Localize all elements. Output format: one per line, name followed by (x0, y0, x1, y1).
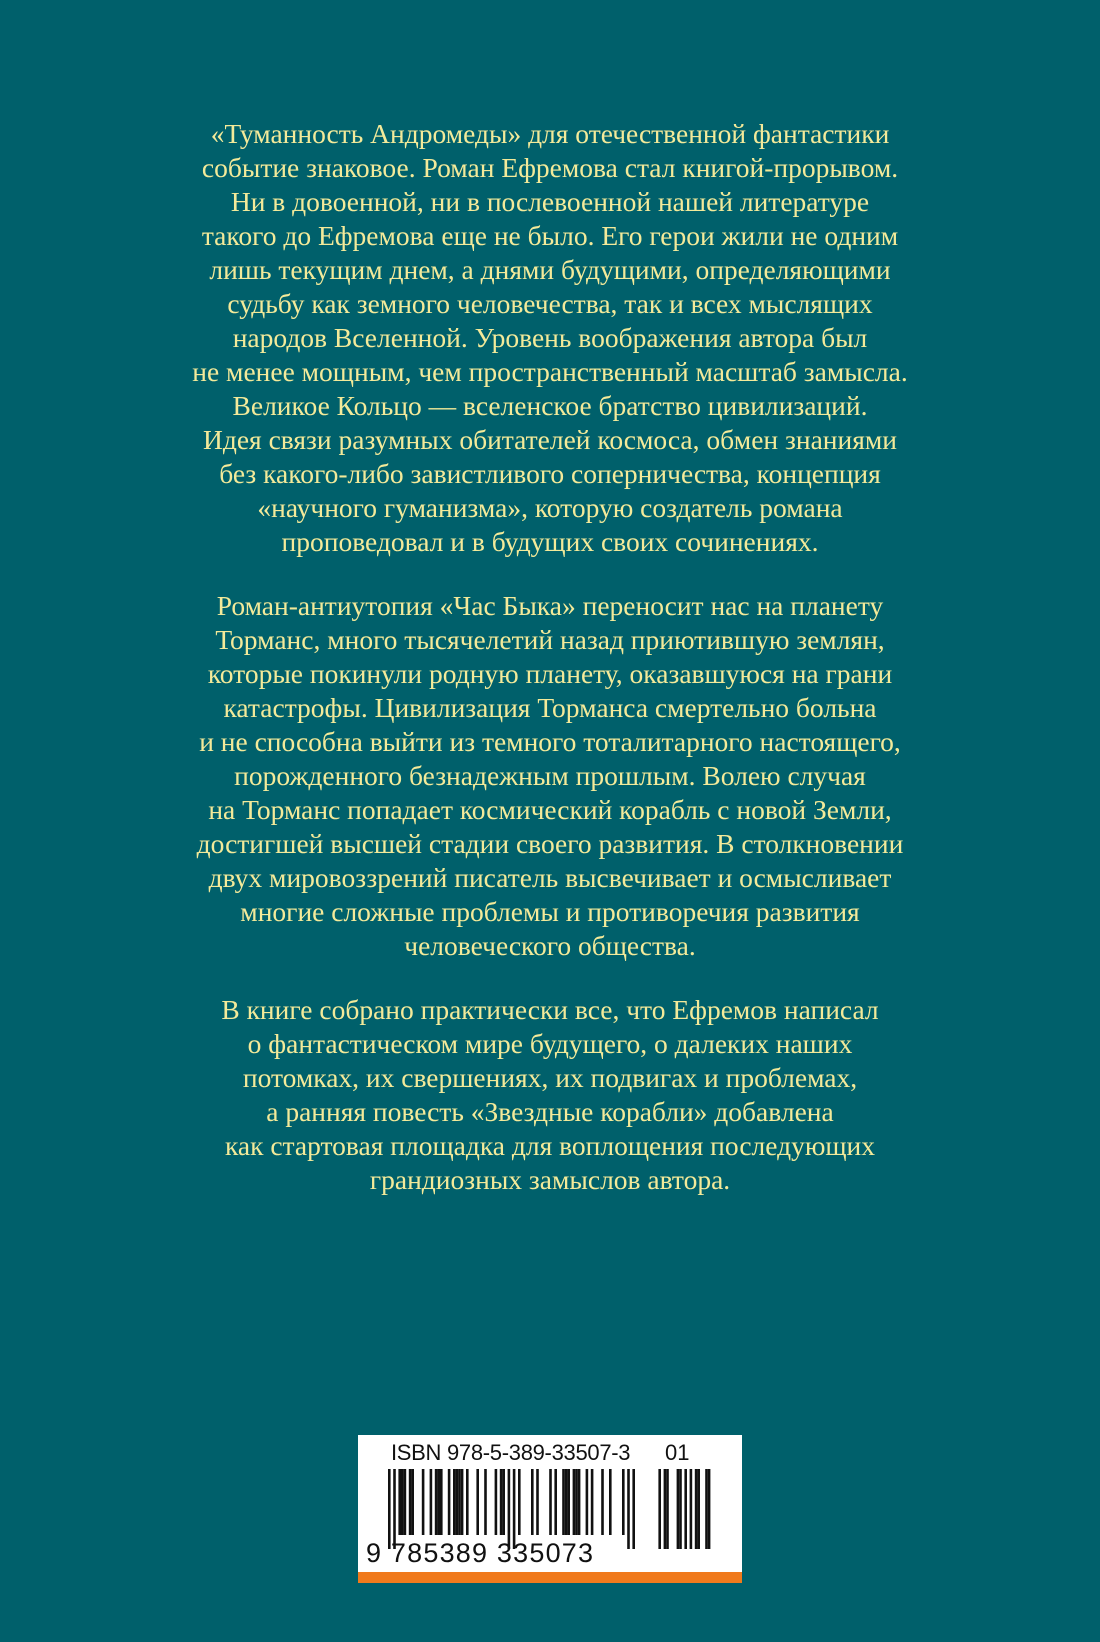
barcode-bar (398, 1469, 401, 1535)
barcode-bar (430, 1469, 433, 1535)
barcode-bar (513, 1469, 516, 1549)
annotation-line: как стартовая площадка для воплощения последующих (224, 1130, 876, 1161)
barcode-bar (422, 1469, 425, 1535)
barcode-bar (495, 1469, 498, 1535)
annotation-line: достигшей высшей стадии своего развития. В столкновении (196, 828, 904, 859)
annotation-line: событие знаковое. Роман Ефремова стал книгой-прорывом. (201, 152, 899, 183)
annotation-text (120, 117, 980, 1227)
annotation-line: судьбу как земного человечества, так и всех мыслящих (227, 288, 873, 319)
annotation-paragraph-2 (120, 589, 980, 963)
annotation-line: о фантастическом мире будущего, о далеких наших (247, 1028, 853, 1059)
barcode-bar (658, 1469, 661, 1549)
barcode-bar (549, 1469, 552, 1535)
barcode-bar (666, 1469, 669, 1549)
annotation-line: «научного гуманизма», которую создатель романа (257, 492, 843, 523)
barcode-bar (578, 1469, 581, 1535)
barcode-bar (440, 1469, 443, 1535)
annotation-line: порожденного безнадежным прошлым. Волею случая (234, 760, 866, 791)
barcode-bar (508, 1469, 511, 1549)
barcode-bar (705, 1469, 708, 1549)
annotation-line: народов Вселенной. Уровень воображения автора был (232, 322, 868, 353)
annotation-line: многие сложные проблемы и противоречия развития (240, 896, 860, 927)
barcode-bar (690, 1469, 693, 1549)
barcode-bar (554, 1469, 557, 1535)
annotation-line: грандиозных замыслов автора. (369, 1164, 731, 1195)
barcode-bar (531, 1469, 534, 1535)
annotation-line: проповедовал и в будущих своих сочинениях. (281, 526, 819, 557)
annotation-line: Ни в довоенной, ни в послевоенной нашей литературе (230, 186, 870, 217)
barcode-bar (461, 1469, 464, 1535)
barcode-bar (404, 1469, 407, 1535)
annotation-line: человеческого общества. (404, 930, 696, 961)
barcode-bar (388, 1469, 391, 1549)
annotation-paragraph-3 (120, 993, 980, 1197)
barcode-bar (697, 1469, 700, 1549)
annotation-line: лишь текущим днем, а днями будущими, определяющими (209, 254, 891, 285)
barcode-bar (448, 1469, 451, 1535)
barcode-bar (393, 1469, 396, 1549)
annotation-line: без какого-либо завистливого соперничества, концепция (219, 458, 881, 489)
annotation-line: Идея связи разумных обитателей космоса, обмен знаниями (202, 424, 897, 455)
annotation-line: такого до Ефремова еще не было. Его герои жили не одним (201, 220, 899, 251)
annotation-line: Великое Кольцо — вселенское братство цивилизаций. (232, 390, 868, 421)
barcode-bar (409, 1469, 412, 1535)
barcode-bar (664, 1469, 667, 1549)
barcode-bar (609, 1469, 612, 1535)
barcode-bar (484, 1469, 487, 1535)
orange-stripe (358, 1572, 742, 1583)
barcode-bar (565, 1469, 568, 1535)
isbn-label: ISBN 978-5-389-33507-3 (391, 1440, 631, 1465)
barcode-bar (601, 1469, 604, 1535)
barcode-bar (437, 1469, 440, 1535)
barcode-bar (466, 1469, 469, 1535)
annotation-line: не менее мощным, чем пространственный масштаб замысла. (192, 356, 908, 387)
barcode-digits: 9 785389 335073 (366, 1538, 595, 1568)
annotation-line: а ранняя повесть «Звездные корабли» добавлена (266, 1096, 834, 1127)
barcode-bar (476, 1469, 479, 1535)
annotation-line: которые покинули родную планету, оказавшуюся на грани (207, 658, 893, 689)
barcode-bar (567, 1469, 570, 1535)
barcode-bar (677, 1469, 680, 1549)
barcode-bar (411, 1469, 414, 1535)
annotation-line: Торманс, много тысячелетий назад приютившую землян, (215, 624, 885, 655)
barcode-bar (458, 1469, 461, 1535)
barcode-bar (573, 1469, 576, 1535)
barcode-bar (435, 1469, 438, 1535)
barcode-addon-label: 01 (665, 1440, 690, 1465)
annotation-line: «Туманность Андромеды» для отечественной фантастики (210, 118, 890, 149)
barcode-bar (695, 1469, 698, 1549)
barcode-bar (401, 1469, 404, 1535)
annotation-line: Роман-антиутопия «Час Быка» переносит нас на планету (216, 590, 884, 621)
barcode-bar (502, 1469, 505, 1535)
barcode-bar (575, 1469, 578, 1535)
barcode-bar (562, 1469, 565, 1535)
barcode-bar (679, 1469, 682, 1549)
barcode-bar (684, 1469, 687, 1549)
isbn-barcode (358, 1435, 742, 1583)
barcode-bar (622, 1469, 625, 1535)
barcode-bar (591, 1469, 594, 1535)
annotation-line: на Торманс попадает космический корабль с новой Земли, (208, 794, 892, 825)
annotation-line: и не способна выйти из темного тоталитарного настоящего, (199, 726, 901, 757)
barcode-bar (456, 1469, 459, 1535)
annotation-line: катастрофы. Цивилизация Торманса смертельно больна (223, 692, 877, 723)
barcode-bar (632, 1469, 635, 1549)
barcode-bar (536, 1469, 539, 1535)
barcode-bar (627, 1469, 630, 1549)
barcode-bar (518, 1469, 521, 1535)
annotation-line: В книге собрано практически все, что Ефремов написал (221, 994, 879, 1025)
barcode-bar (586, 1469, 589, 1535)
barcode-bar (453, 1469, 456, 1535)
annotation-line: потомках, их свершениях, их подвигах и проблемах, (242, 1062, 858, 1093)
annotation-paragraph-1 (120, 117, 980, 559)
barcode-bar (500, 1469, 503, 1535)
annotation-line: двух мировоззрений писатель высвечивает и осмысливает (208, 862, 892, 893)
barcode-bar (708, 1469, 711, 1549)
